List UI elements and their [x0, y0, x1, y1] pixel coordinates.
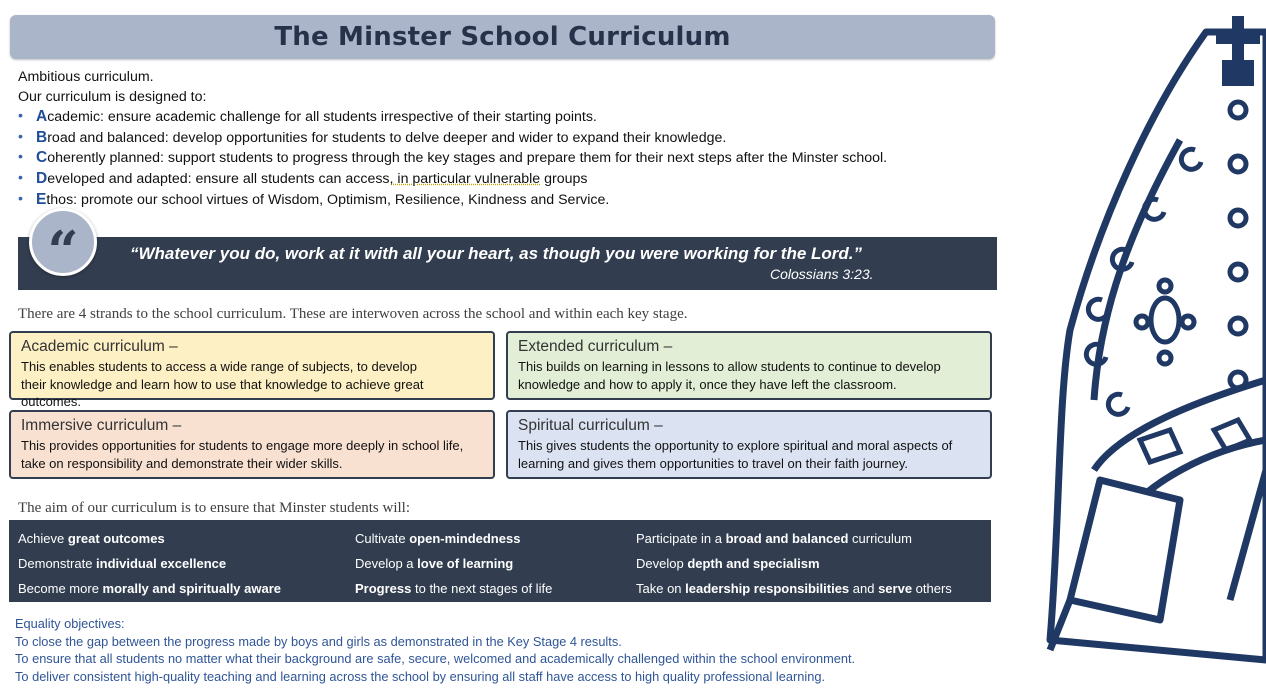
bullet-ethos [18, 190, 887, 211]
strand-desc-line-1: This gives students the opportunity to explore spiritual and moral aspects of [518, 438, 953, 453]
quote-text: “Whatever you do, work at it with all your heart, as though you were working for the Lord.” [130, 244, 863, 263]
equality-item: To deliver consistent high-quality teaching and learning across the school by ensuring all staff have access to high quality professional learning. [15, 668, 826, 684]
strand-desc-line-2: learning and gives them opportunities to travel on their faith journey. [518, 455, 908, 471]
bullet-text: ensure academic challenge for all students irrespective of their starting points. [103, 109, 597, 126]
aim-bold: Progress [355, 581, 412, 596]
aim-item [355, 556, 513, 571]
intro-line-2: Our curriculum is designed to: [18, 88, 207, 105]
quote-mark: “ [47, 219, 79, 283]
equality-heading: Equality objectives: [15, 616, 125, 631]
title-banner [10, 15, 995, 59]
strand-title: Academic curriculum – [21, 338, 178, 355]
bullet-initial: B [36, 128, 48, 146]
page-title: The Minster School Curriculum [274, 22, 731, 52]
aim-bold: depth and specialism [687, 556, 820, 571]
aim-intro: The aim of our curriculum is to ensure that Minster students will: [18, 500, 411, 516]
aim-item [636, 556, 820, 571]
intro-section [18, 68, 887, 210]
aims-grid [9, 520, 991, 602]
strand-extended [506, 331, 992, 400]
bullet-lead: eveloped and adapted: [47, 170, 192, 187]
bullet-initial: A [36, 108, 48, 126]
aim-mid: and [849, 581, 879, 596]
strand-title: Extended curriculum – [518, 338, 673, 355]
bullet-dot-icon: • [18, 169, 23, 186]
bullet-text: ensure all students can access, [191, 170, 394, 187]
bullet-lead: road and balanced: [47, 129, 169, 146]
aim-item [636, 531, 912, 546]
aim-post: others [912, 581, 952, 596]
quote-citation: Colossians 3:23. [770, 266, 874, 282]
aim-item [18, 581, 281, 596]
bullet-developed [18, 169, 887, 190]
strand-academic [9, 331, 495, 409]
aim-item [355, 581, 552, 596]
equality-objectives [15, 615, 855, 685]
bullet-dot-icon: • [18, 149, 23, 166]
aim-bold: great outcomes [67, 531, 165, 546]
strand-desc-line-1: This builds on learning in lessons to allow students to continue to develop [518, 359, 941, 374]
bullet-dot-icon: • [18, 128, 23, 145]
strand-desc-line-1: This enables students to access a wide range of subjects, to develop [21, 359, 418, 374]
bullet-broad [18, 128, 887, 149]
aim-item [355, 531, 520, 546]
aim-pre: Cultivate [355, 531, 410, 546]
bullet-coherent [18, 148, 887, 169]
aim-bold: individual excellence [96, 556, 227, 571]
aim-bold: love of learning [417, 556, 514, 571]
bullet-initial: D [36, 169, 48, 187]
bullet-lead: oherently planned: [47, 150, 164, 167]
aim-bold-2: serve [878, 581, 913, 596]
strand-immersive [9, 410, 495, 479]
aims-bullet-list [18, 107, 887, 210]
bullet-dot-icon: • [18, 108, 23, 125]
strands-intro: There are 4 strands to the school curriculum. These are interwoven across the school and within each key stage. [18, 306, 688, 322]
aim-item [636, 581, 952, 596]
bullet-lead: thos: [46, 191, 78, 208]
strand-desc-line-1: This provides opportunities for students to engage more deeply in school life, [21, 438, 464, 453]
bullet-text: develop opportunities for students to delve deeper and wider to expand their knowledge. [168, 129, 727, 146]
bullet-initial: E [36, 190, 47, 208]
strand-title: Spiritual curriculum – [518, 417, 663, 434]
strand-desc-line-2: knowledge and how to apply it, once they have left the classroom. [518, 376, 897, 392]
aim-pre: Take on [636, 581, 686, 596]
equality-item: To ensure that all students no matter what their background are safe, secure, welcomed and academically challenged within the school environment. [15, 651, 856, 667]
bullet-lead: cademic: [47, 109, 104, 126]
aim-pre: Develop [636, 556, 688, 571]
aim-pre: Demonstrate [18, 556, 97, 571]
strand-title: Immersive curriculum – [21, 417, 182, 434]
aim-post: to the next stages of life [411, 581, 553, 596]
mitre-crest-icon [1030, 0, 1266, 694]
aim-bold: broad and balanced [725, 531, 849, 546]
strand-spiritual [506, 410, 992, 479]
bullet-academic [18, 107, 887, 128]
bullet-underlined-text: in particular vulnerable [393, 170, 541, 187]
aim-bold: open-mindedness [409, 531, 521, 546]
strand-desc-line-2: their knowledge and learn how to use that knowledge to achieve great outcomes. [21, 376, 424, 409]
aim-bold: leadership responsibilities [685, 581, 850, 596]
bullet-text: support students to progress through the key stages and prepare them for their next steps after the Minster school. [163, 150, 888, 167]
aim-bold: morally and spiritually aware [102, 581, 282, 596]
aim-post: curriculum [848, 531, 912, 546]
strand-desc-line-2: take on responsibility and demonstrate their wider skills. [21, 455, 343, 471]
bullet-dot-icon: • [18, 190, 23, 207]
bullet-tail: groups [540, 170, 588, 187]
aim-pre: Achieve [18, 531, 68, 546]
aim-item [18, 556, 226, 571]
bullet-initial: C [36, 149, 48, 167]
aim-pre: Become more [18, 581, 103, 596]
aim-pre: Participate in a [636, 531, 726, 546]
equality-item: To close the gap between the progress made by boys and girls as demonstrated in the Key Stage 4 results. [15, 633, 622, 649]
intro-line-1: Ambitious curriculum. [18, 69, 154, 85]
bullet-text: promote our school virtues of Wisdom, Optimism, Resilience, Kindness and Service. [77, 191, 610, 208]
aim-pre: Develop a [355, 556, 418, 571]
quote-mark-icon [29, 208, 97, 283]
aim-item [18, 531, 165, 546]
